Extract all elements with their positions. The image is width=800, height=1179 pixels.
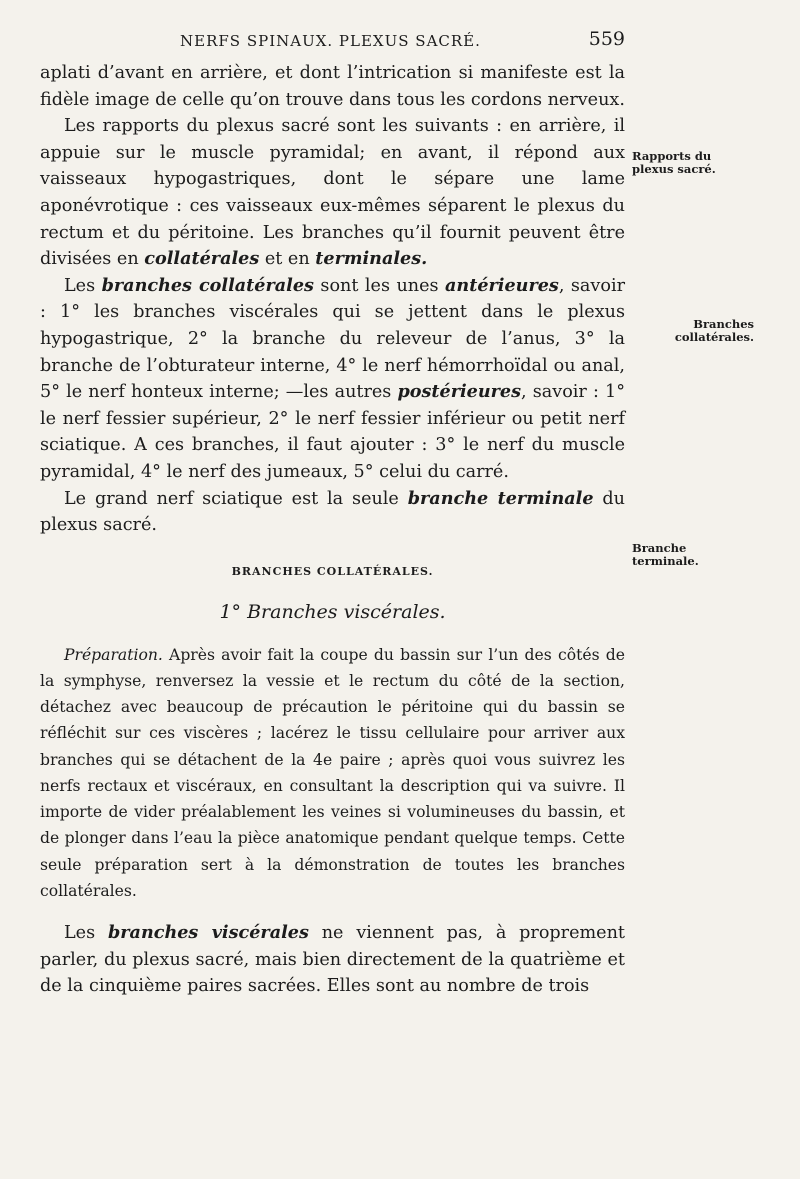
running-header — [180, 28, 625, 50]
main-text — [40, 60, 625, 1000]
emphasis-collaterales: collatérales — [144, 248, 260, 270]
text-run: Le grand nerf sciatique est la seule — [64, 488, 408, 509]
emphasis-terminales: terminales. — [315, 248, 428, 270]
paragraph-preparation — [40, 642, 625, 904]
spacer — [40, 904, 625, 920]
paragraph-branche-terminale — [40, 486, 625, 539]
text-run: Les — [64, 275, 102, 296]
page-number: 559 — [588, 28, 625, 50]
section-title: BRANCHES COLLATÉRALES. — [231, 564, 434, 578]
text-run: Les — [64, 922, 108, 943]
preparation-label: Préparation. — [64, 645, 163, 664]
text-run: Les rapports du plexus sacré sont les suivants : en arrière, il appuie sur le muscle pyramidal; en avant, il répond aux vaisseaux hypogastriques, dont le sépare une lame aponévrotique : ces vaisseaux eux-mêmes séparent le plexus du rectum et du péritoine. Les branches qu’il fournit peuvent être divisées en — [40, 116, 625, 270]
emphasis-branches-collaterales: branches collatérales — [101, 274, 314, 296]
text-run: , savoir : 1° les branches viscérales qui se jettent dans le plexus hypogastrique, 2° la branche du releveur de l’anus, 3° la branche de l’obturateur interne, 4° le nerf hémorrhoïdal ou anal, 5° le nerf honteux interne; —les autres — [40, 275, 625, 403]
paragraph-rapports — [40, 113, 625, 273]
text-run: sont les unes — [313, 275, 446, 296]
text-run: ne viennent pas, à proprement parler, du plexus sacré, mais bien directement de la quatrième et de la cinquième paires sacrées. Elles sont au nombre de trois — [40, 922, 625, 997]
emphasis-anterieures: antérieures — [445, 274, 559, 296]
margin-note-branches-collaterales: Branches collatérales. — [674, 317, 754, 344]
margin-note-branche-terminale: Branche terminale. — [632, 541, 699, 568]
emphasis-posterieures: postérieures — [397, 381, 522, 403]
subsection-title: 1° Branches viscérales. — [219, 601, 446, 624]
margin-note-rapports: Rapports du plexus sacré. — [632, 149, 716, 176]
text-run: Après avoir fait la coupe du bassin sur l’un des côtés de la symphyse, renversez la vessie et le rectum du côté de la section, détachez avec beaucoup de précaution le péritoine qui du bassin se réfléchit sur ces viscères ; lacérez le tissu cellulaire pour arriver aux branches qui se détachent de la 4e paire ; après quoi vous suivrez les nerfs rectaux et viscéraux, en consultant la description qui va suivre. Il importe de vider préalablement les veines si volumineuses du bassin, et de plonger dans l’eau la pièce anatomique pendant quelque temps. Cette seule préparation sert à la démonstration de toutes les branches collatérales. — [40, 645, 625, 900]
text-run: , savoir : 1° le nerf fessier supérieur, 2° le nerf fessier inférieur ou petit nerf sciatique. A ces branches, il faut ajouter : 3° le nerf du muscle pyramidal, 4° le nerf des jumeaux, 5° celui du carré. — [40, 382, 625, 482]
paragraph-branches-collaterales — [40, 273, 625, 486]
header-title: NERFS SPINAUX. PLEXUS SACRÉ. — [180, 32, 481, 50]
paragraph-branches-viscerales — [40, 920, 625, 1000]
emphasis-branches-viscerales: branches viscérales — [107, 921, 309, 943]
paragraph-1: aplati d’avant en arrière, et dont l’intrication si manifeste est la fidèle image de celle qu’on trouve dans tous les cordons nerveux. — [40, 63, 625, 110]
text-run: et en — [259, 249, 316, 270]
text-run: du plexus sacré. — [40, 488, 626, 536]
emphasis-branche-terminale: branche terminale — [407, 487, 594, 509]
